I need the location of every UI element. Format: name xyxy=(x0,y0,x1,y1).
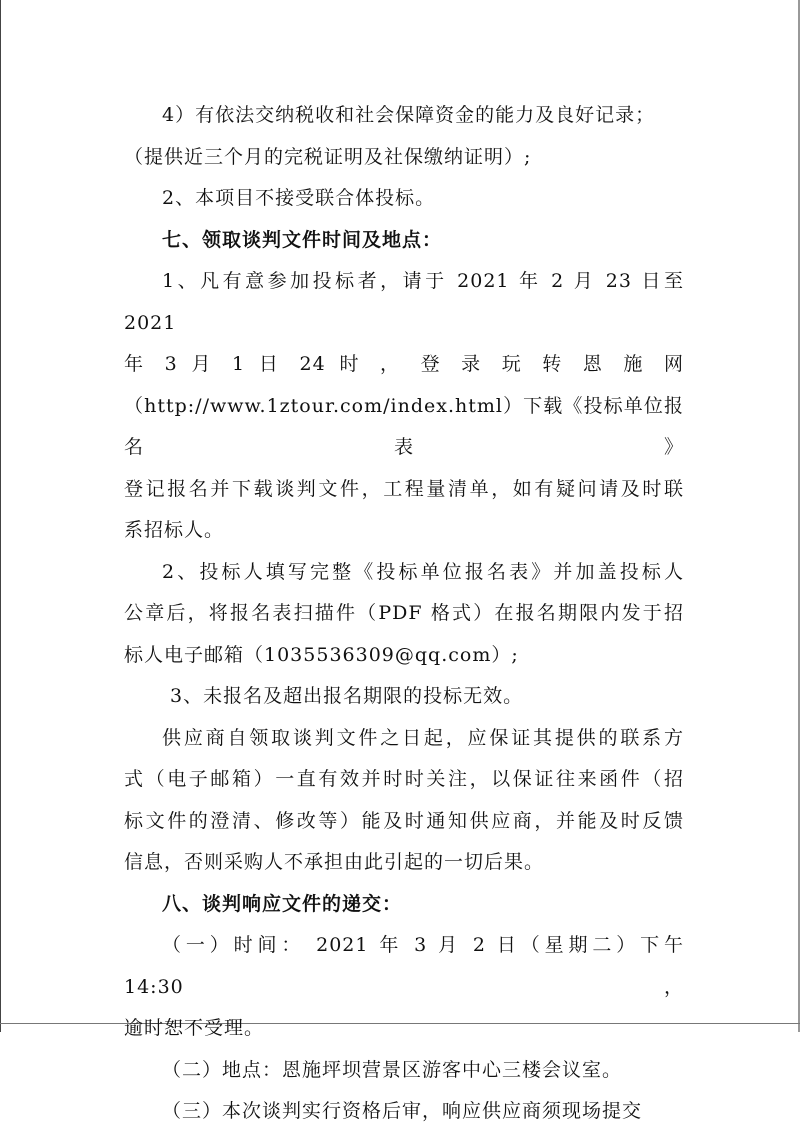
section-7-para-1-line-5: 系招标人。 xyxy=(124,519,225,541)
section-7-para-4-line-4: 信息，否则采购人不承担由此引起的一切后果。 xyxy=(124,851,545,873)
section-8-location: （二）地点：恩施坪坝营景区游客中心三楼会议室。 xyxy=(162,1058,623,1081)
section-8-time-line-1: （一）时间： 2021 年 3 月 2 日（星期二）下午 14:30， xyxy=(124,934,684,998)
section-7-para-1-line-4: 登记报名并下载谈判文件，工程量清单，如有疑问请及时联 xyxy=(124,477,684,500)
section-7-para-4-line-2: 式（电子邮箱）一直有效并时时关注，以保证往来函件（招 xyxy=(124,768,684,790)
section-7-para-2-line-2: 公章后，将报名表扫描件（PDF 格式）在报名期限内发于招 xyxy=(124,602,684,624)
section-7-heading: 七、领取谈判文件时间及地点： xyxy=(162,228,443,251)
section-7-para-1-line-3: （http://www.1ztour.com/index.html）下载《投标单位报名表》 xyxy=(124,394,684,458)
section-8-time-line-2: 逾时恕不受理。 xyxy=(124,1017,265,1039)
page-left-border xyxy=(0,0,1,1032)
section-7-para-2-line-1: 2、投标人填写完整《投标单位报名表》并加盖投标人 xyxy=(162,560,684,583)
section-8-review-note: （三）本次谈判实行资格后审，响应供应商须现场提交 xyxy=(162,1100,643,1122)
section-7-para-3: 3、未报名及超出报名期限的投标无效。 xyxy=(170,685,524,707)
section-8-heading: 八、谈判响应文件的递交： xyxy=(162,892,403,915)
qualification-item-4-note: （提供近三个月的完税证明及社保缴纳证明）; xyxy=(124,145,532,168)
section-7-para-1-line-2: 年 3 月 1 日 24 时 ， 登 录 玩 转 恩 施 网 xyxy=(124,353,684,375)
section-7-para-4-line-3: 标文件的澄清、修改等）能及时通知供应商，并能及时反馈 xyxy=(124,809,684,832)
section-7-para-1-line-1: 1、凡有意参加投标者，请于 2021 年 2 月 23 日至 2021 xyxy=(124,270,684,334)
no-consortium-clause: 2、本项目不接受联合体投标。 xyxy=(162,187,436,209)
section-7-para-2-line-3: 标人电子邮箱（1035536309@qq.com）; xyxy=(124,643,519,666)
qualification-item-4: 4）有依法交纳税收和社会保障资金的能力及良好记录； xyxy=(162,104,656,126)
document-body xyxy=(124,95,684,1133)
section-7-para-4-line-1: 供应商自领取谈判文件之日起，应保证其提供的联系方 xyxy=(162,726,684,749)
